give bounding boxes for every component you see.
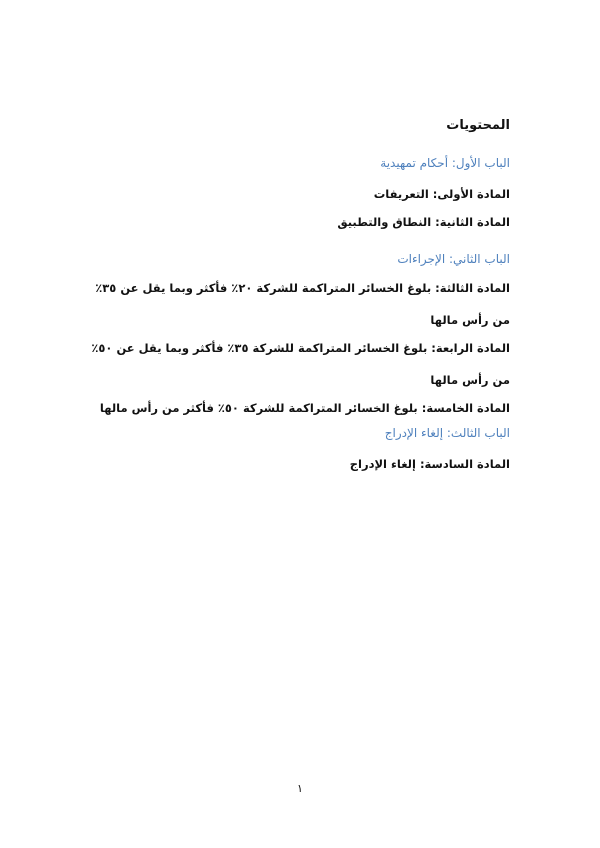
page-number: ١ [297,782,303,795]
part-heading-3[interactable]: الباب الثالث: إلغاء الإدراج [384,426,510,440]
toc-entry-article-4[interactable]: المادة الرابعة: بلوغ الخسائر المتراكمة للشركة ٣٥٪ فأكثر وبما يقل عن ٥٠٪ من رأس مالها [91,341,510,387]
toc-entry-article-3[interactable]: المادة الثالثة: بلوغ الخسائر المتراكمة للشركة ٢٠٪ فأكثر وبما يقل عن ٣٥٪ من رأس مالها [95,281,510,327]
toc-entry-article-6[interactable]: المادة السادسة: إلغاء الإدراج [349,457,510,471]
toc-entry-article-1[interactable]: المادة الأولى: التعريفات [373,187,510,201]
part-heading-1[interactable]: الباب الأول: أحكام تمهيدية [380,156,510,170]
toc-entry-article-2[interactable]: المادة الثانية: النطاق والتطبيق [337,215,510,229]
part-heading-2[interactable]: الباب الثاني: الإجراءات [397,252,510,266]
toc-entry-article-5[interactable]: المادة الخامسة: بلوغ الخسائر المتراكمة للشركة ٥٠٪ فأكثر من رأس مالها [99,401,510,415]
toc-title: المحتويات [446,118,510,133]
